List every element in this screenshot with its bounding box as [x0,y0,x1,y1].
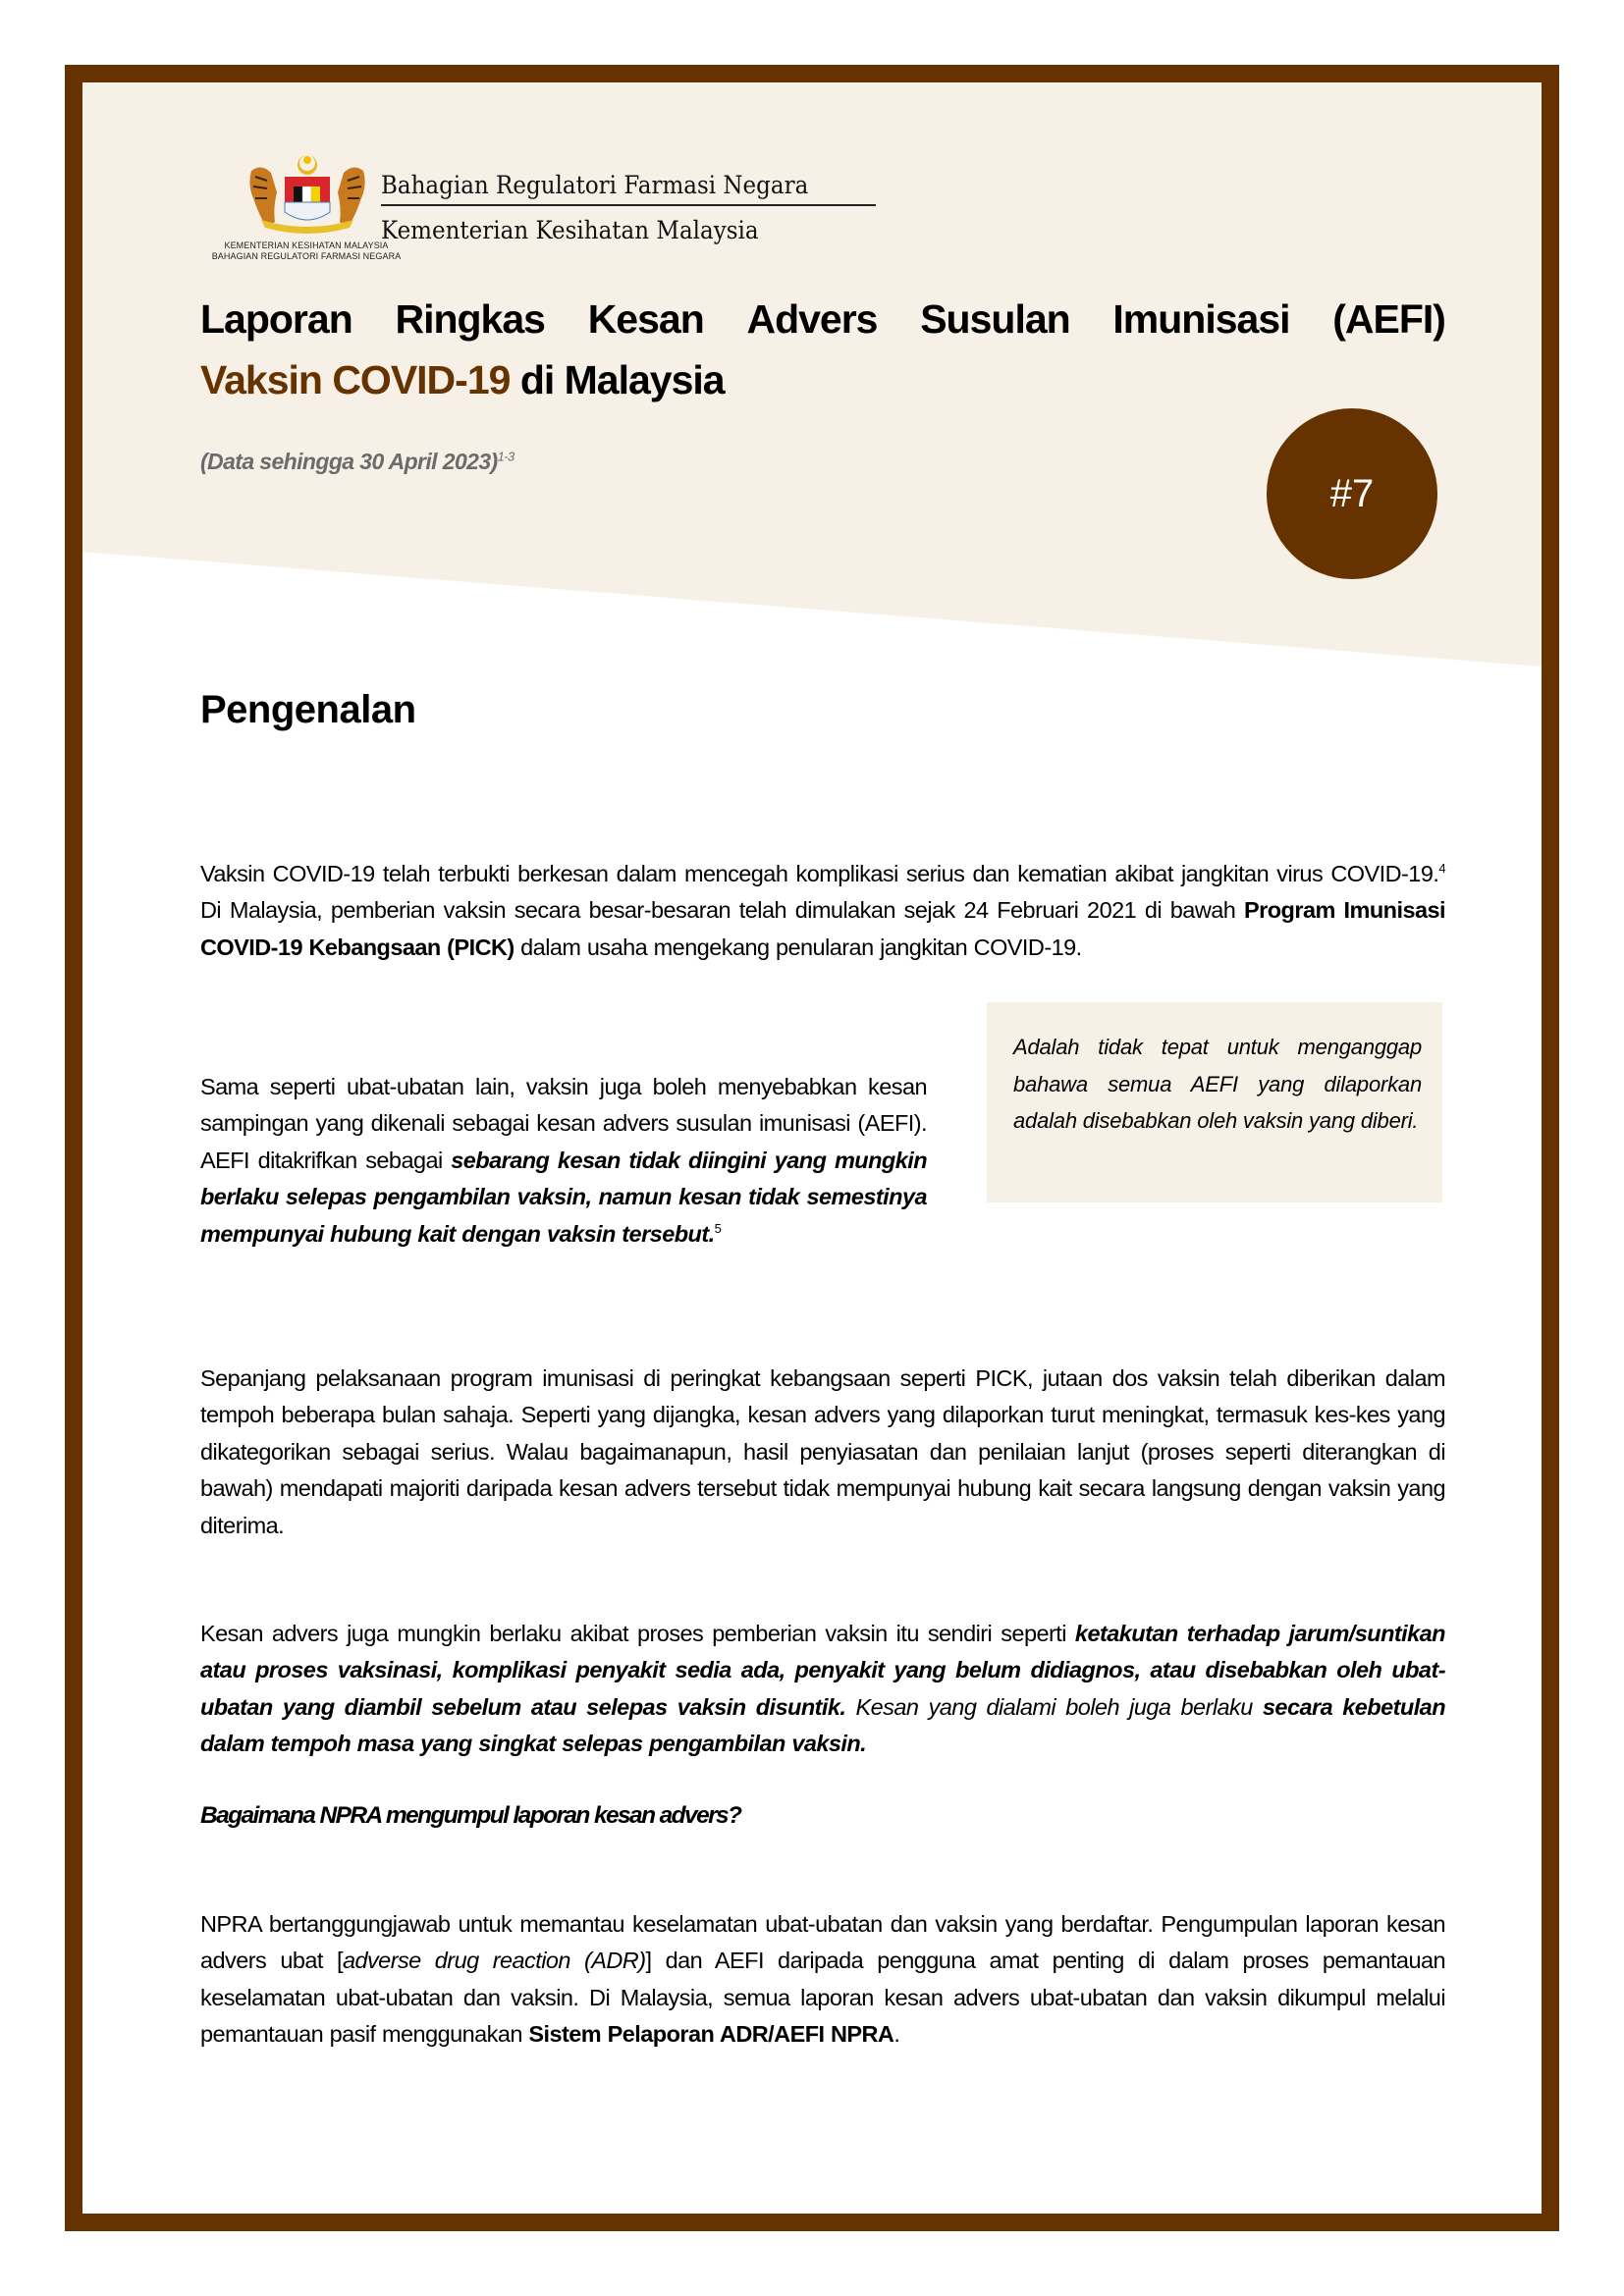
title-word: Imunisasi [1112,296,1290,342]
page-frame [65,65,1559,2231]
logo-caption-line2: BAHAGIAN REGULATORI FARMASI NEGARA [211,251,402,261]
intro-paragraph-2 [200,1069,927,1253]
data-date [200,449,514,475]
intro-paragraph-4 [200,1616,1445,1763]
issue-number: #7 [1329,471,1375,515]
system-name: Sistem Pelaporan ADR/AEFI NPRA [528,2021,894,2048]
agency-name: Bahagian Regulatori Farmasi Negara [381,171,809,199]
text: Vaksin COVID-19 telah terbukti berkesan dalam mencegah komplikasi serius dan kematian akibat jangkitan virus COVID-19. [200,861,1439,886]
italic-text: adverse drug reaction (ADR) [342,1948,646,1974]
text: Di Malaysia, pemberian vaksin secara besar-besaran telah dimulakan sejak 24 Februari 2021 di bawah [200,897,1245,924]
intro-paragraph-1 [200,856,1445,966]
aefi-definition: sebarang kesan tidak diingini yang mungkin berlaku selepas pengambilan vaksin, namun kesan tidak semestinya mempunyai hubung kait dengan vaksin tersebut. [200,1147,928,1247]
text: ] dan AEFI daripada pengguna amat penting di dalam proses pemantauan keselamatan ubat-ubatan dan vaksin. Di Malaysia, semua laporan kesan advers ubat-ubatan dan vaksin dikumpul melalui pemantauan pasif menggunakan [200,1948,1446,2048]
section-title-introduction: Pengenalan [200,688,416,731]
title-line-1 [200,289,1445,349]
title-rest: di Malaysia [510,357,725,402]
data-date-reference: 1-3 [497,449,514,464]
intro-paragraph-3: Sepanjang pelaksanaan program imunisasi di peringkat kebangsaan seperti PICK, jutaan dos vaksin telah diberikan dalam tempoh beberapa bulan sahaja. Seperti yang dijangka, kesan advers yang dilaporkan turut meningkat, termasuk kes-kes yang dikategorikan sebagai serius. Walau bagaimanapun, hasil penyiasatan dan penilaian lanjut (proses seperti diterangkan di bawah) mendapati majoriti daripada kesan advers tersebut tidak mempunyai hubung kait secara langsung dengan vaksin yang diterima. [200,1365,1445,1538]
ministry-name: Kementerian Kesihatan Malaysia [381,216,759,244]
emphasis-text: ketakutan terhadap jarum/suntikan atau proses vaksinasi, komplikasi penyakit sedia ada, penyakit yang belum didiagnos, atau disebabkan oleh ubat-ubatan yang diambil sebelum atau selepas vaksin disuntik. [200,1621,1445,1720]
report-title [200,289,1445,410]
title-word: Susulan [920,296,1070,342]
program-name: Program Imunisasi COVID-19 Kebangsaan (PICK) [200,897,1445,960]
title-line-2 [200,349,1445,410]
issue-number-badge [1267,408,1437,579]
title-word: Kesan [587,296,704,342]
text: dalam usaha mengekang penularan jangkitan COVID-19. [514,934,1082,960]
emphasis-text: secara kebetulan dalam tempoh masa yang singkat selepas pengambilan vaksin. [200,1693,1445,1757]
logo-caption-line1: KEMENTERIAN KESIHATAN MALAYSIA [224,240,389,250]
data-date-text: (Data sehingga 30 April 2023) [200,449,498,474]
malaysia-coat-of-arms-icon [224,151,391,240]
collection-paragraph [200,1906,1445,2054]
reference-sup: 4 [1438,861,1445,877]
reference-sup: 5 [714,1220,722,1236]
text: Sama seperti ubat-ubatan lain, vaksin juga boleh menyebabkan kesan sampingan yang dikenali sebagai kesan advers susulan imunisasi (AEFI). AEFI ditakrifkan sebagai [200,1074,927,1173]
text: NPRA bertanggungjawab untuk memantau keselamatan ubat-ubatan dan vaksin yang berdaftar. Pengumpulan laporan kesan advers ubat [ [200,1911,1445,1974]
text: Kesan advers juga mungkin berlaku akibat proses pemberian vaksin itu sendiri seperti [200,1621,1075,1646]
italic-text: Kesan yang dialami boleh juga berlaku [845,1693,1263,1720]
callout-box [987,1002,1442,1202]
title-word: Ringkas [395,296,545,342]
title-accent: Vaksin COVID-19 [200,357,511,402]
title-word: (AEFI) [1332,296,1445,342]
title-word: Laporan [200,296,352,342]
text: . [893,2021,900,2048]
subsection-title: Bagaimana NPRA mengumpul laporan kesan advers? [200,1802,741,1829]
agency-block [381,169,876,247]
callout-text: Adalah tidak tepat untuk menganggap bahawa semua AEFI yang dilaporkan adalah disebabkan oleh vaksin yang diberi. [1013,1035,1422,1133]
title-word: Advers [746,296,878,342]
agency-divider [381,204,876,206]
